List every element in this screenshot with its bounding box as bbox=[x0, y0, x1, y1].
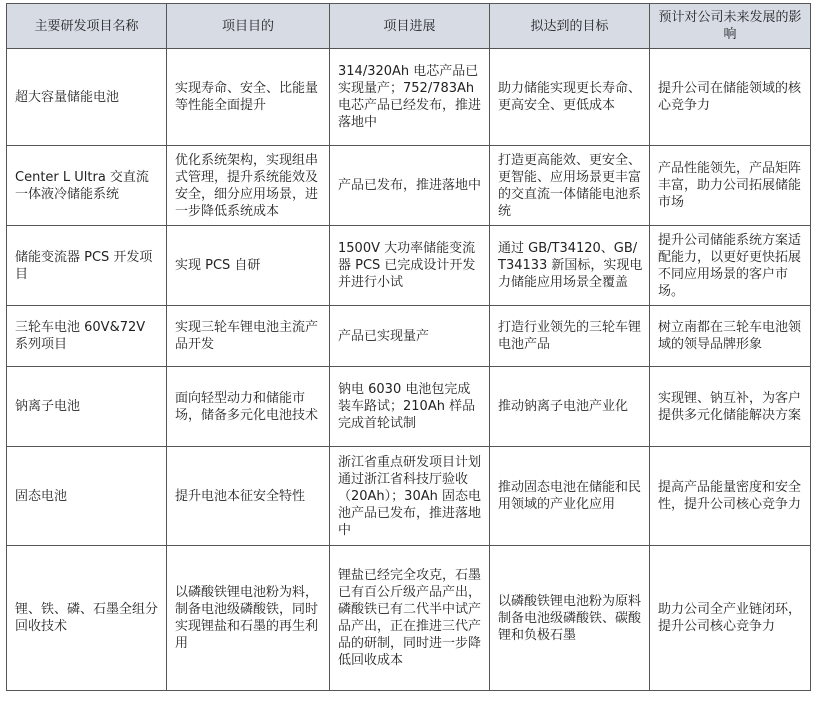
cell-project-purpose: 实现寿命、安全、比能量等性能全面提升 bbox=[167, 49, 330, 146]
cell-project-name: 钠离子电池 bbox=[7, 367, 167, 447]
cell-expected-impact: 树立南都在三轮车电池领域的领导品牌形象 bbox=[650, 306, 811, 367]
cell-project-progress: 锂盐已经完全攻克，石墨已有百公斤级产品产出，磷酸铁已有二代半中试产品产出，正在推进三代产品的研制，同时进一步降低回收成本 bbox=[330, 546, 490, 691]
header-expected-impact: 预计对公司未来发展的影响 bbox=[650, 4, 811, 49]
table-body bbox=[7, 49, 811, 691]
cell-target-goal: 助力储能实现更长寿命、更高安全、更低成本 bbox=[490, 49, 650, 146]
cell-project-progress: 产品已实现量产 bbox=[330, 306, 490, 367]
cell-expected-impact: 提升公司在储能领域的核心竞争力 bbox=[650, 49, 811, 146]
table-header bbox=[7, 4, 811, 49]
rd-projects-table-wrapper bbox=[6, 3, 811, 691]
cell-project-purpose: 提升电池本征安全特性 bbox=[167, 447, 330, 546]
cell-project-progress: 钠电 6030 电池包完成装车路试；210Ah 样品完成首轮试制 bbox=[330, 367, 490, 447]
cell-expected-impact: 提高产品能量密度和安全性，提升公司核心竞争力 bbox=[650, 447, 811, 546]
cell-project-name: Center L Ultra 交直流一体液冷储能系统 bbox=[7, 146, 167, 226]
table-row bbox=[7, 306, 811, 367]
cell-project-progress: 1500V 大功率储能变流器 PCS 已完成设计开发并进行小试 bbox=[330, 226, 490, 306]
cell-project-purpose: 面向轻型动力和储能市场，储备多元化电池技术 bbox=[167, 367, 330, 447]
cell-expected-impact: 实现锂、钠互补，为客户提供多元化储能解决方案 bbox=[650, 367, 811, 447]
table-row bbox=[7, 367, 811, 447]
header-target-goal: 拟达到的目标 bbox=[490, 4, 650, 49]
cell-target-goal: 通过 GB/T34120、GB/T34133 新国标，实现电力储能应用场景全覆盖 bbox=[490, 226, 650, 306]
cell-project-name: 锂、铁、磷、石墨全组分回收技术 bbox=[7, 546, 167, 691]
table-row bbox=[7, 546, 811, 691]
table-row bbox=[7, 447, 811, 546]
cell-project-purpose: 以磷酸铁锂电池粉为料，制备电池级磷酸铁，同时实现锂盐和石墨的再生利用 bbox=[167, 546, 330, 691]
cell-target-goal: 打造更高能效、更安全、更智能、应用场景更丰富的交直流一体储能电池系统 bbox=[490, 146, 650, 226]
cell-project-name: 储能变流器 PCS 开发项目 bbox=[7, 226, 167, 306]
cell-target-goal: 打造行业领先的三轮车锂电池产品 bbox=[490, 306, 650, 367]
table-row bbox=[7, 49, 811, 146]
table-row bbox=[7, 146, 811, 226]
rd-projects-table bbox=[6, 3, 811, 691]
cell-project-name: 固态电池 bbox=[7, 447, 167, 546]
cell-project-name: 三轮车电池 60V&72V 系列项目 bbox=[7, 306, 167, 367]
cell-project-purpose: 实现三轮车锂电池主流产品开发 bbox=[167, 306, 330, 367]
cell-target-goal: 推动钠离子电池产业化 bbox=[490, 367, 650, 447]
cell-project-progress: 浙江省重点研发项目计划通过浙江省科技厅验收（20Ah）；30Ah 固态电池产品已发布，推进落地中 bbox=[330, 447, 490, 546]
table-row bbox=[7, 226, 811, 306]
cell-target-goal: 以磷酸铁锂电池粉为原料制备电池级磷酸铁、碳酸锂和负极石墨 bbox=[490, 546, 650, 691]
header-row bbox=[7, 4, 811, 49]
cell-expected-impact: 产品性能领先，产品矩阵丰富，助力公司拓展储能市场 bbox=[650, 146, 811, 226]
cell-project-progress: 产品已发布，推进落地中 bbox=[330, 146, 490, 226]
header-project-progress: 项目进展 bbox=[330, 4, 490, 49]
cell-project-purpose: 优化系统架构，实现组串式管理，提升系统能效及安全，细分应用场景，进一步降低系统成本 bbox=[167, 146, 330, 226]
cell-expected-impact: 提升公司储能系统方案适配能力，以更好更快拓展不同应用场景的客户市场。 bbox=[650, 226, 811, 306]
header-project-name: 主要研发项目名称 bbox=[7, 4, 167, 49]
cell-project-progress: 314/320Ah 电芯产品已实现量产；752/783Ah 电芯产品已经发布，推进落地中 bbox=[330, 49, 490, 146]
cell-target-goal: 推动固态电池在储能和民用领域的产业化应用 bbox=[490, 447, 650, 546]
cell-project-name: 超大容量储能电池 bbox=[7, 49, 167, 146]
cell-expected-impact: 助力公司全产业链闭环，提升公司核心竞争力 bbox=[650, 546, 811, 691]
header-project-purpose: 项目目的 bbox=[167, 4, 330, 49]
cell-project-purpose: 实现 PCS 自研 bbox=[167, 226, 330, 306]
